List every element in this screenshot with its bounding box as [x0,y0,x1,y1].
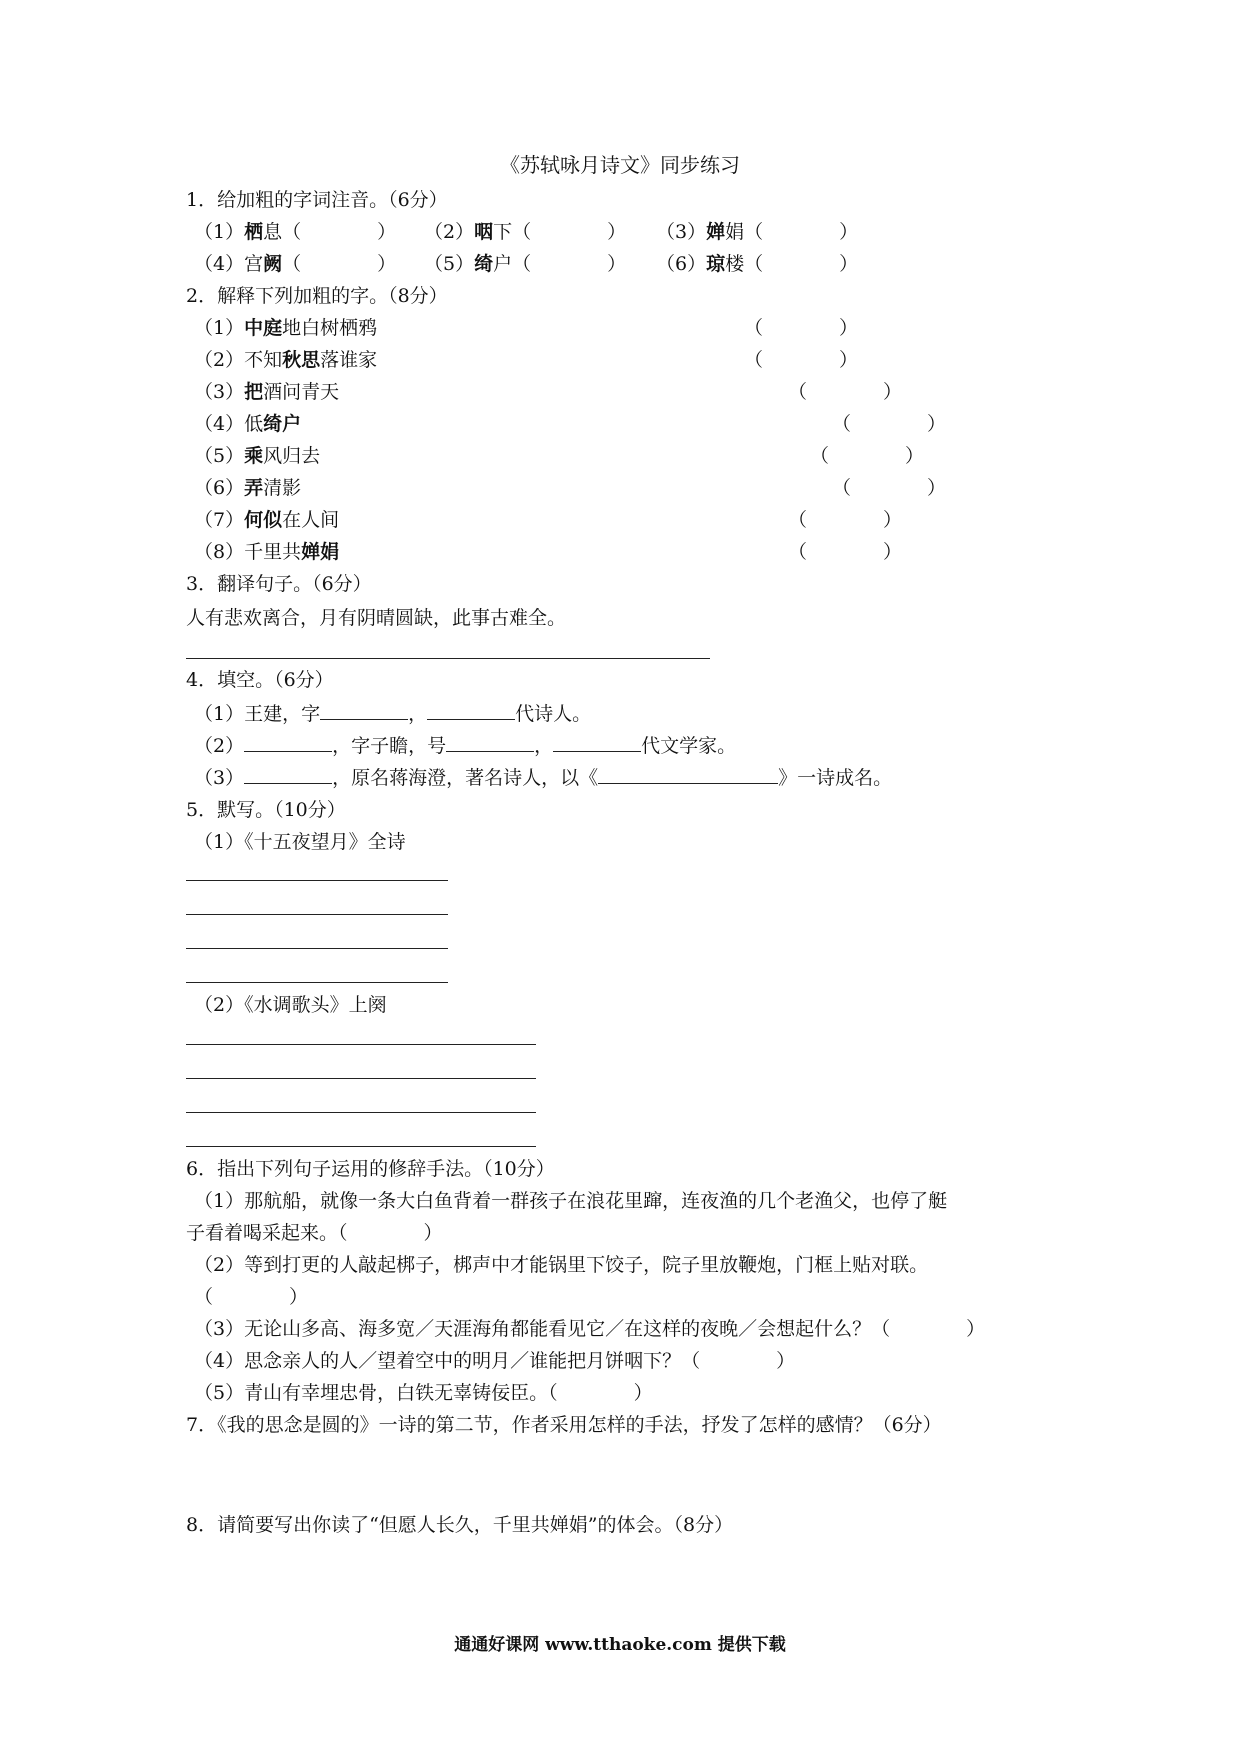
q2-item-3: （3）把酒问青天 [194,381,340,403]
q5-answer-line[interactable] [186,1112,536,1113]
q4-blank[interactable] [320,701,408,720]
q2-answer-5: （ ） [810,445,925,467]
q3-heading: 3．翻译句子。（6分） [186,573,372,595]
q5-heading: 5．默写。（10分） [186,799,346,821]
page-title: 《苏轼咏月诗文》同步练习 [500,153,740,177]
q6-sentence-1: （1）那航船，就像一条大白鱼背着一群孩子在浪花里蹿，连夜渔的几个老渔父，也停了艇 [194,1190,948,1212]
q2-answer-4: （ ） [832,413,947,435]
q1-heading: 1．给加粗的字词注音。（6分） [186,189,448,211]
q1-item-3: （3）婵娟（ ） [656,221,859,243]
q5-answer-line[interactable] [186,914,448,915]
footer-text: 通通好课网 www.tthaoke.com 提供下载 [454,1635,786,1655]
q2-answer-2: （ ） [744,349,859,371]
q4-blank[interactable] [446,733,534,752]
q2-item-4: （4）低绮户 [194,413,302,435]
q2-answer-3: （ ） [788,381,903,403]
q1-item-4: （4）宫阙（ ） [194,253,397,275]
q4-blank[interactable] [427,701,515,720]
q4-line-1: （1）王建，字 ， 代诗人。 [194,703,592,725]
q4-heading: 4．填空。（6分） [186,669,334,691]
q2-answer-8: （ ） [788,541,903,563]
q6-sentence-2-cont: （ ） [194,1286,309,1308]
q2-item-6: （6）弄清影 [194,477,302,499]
q1-item-6: （6）琼楼（ ） [656,253,859,275]
q4-line-2: （2） ，字子瞻，号 ， 代文学家。 [194,735,737,757]
q1-item-5: （5）绮户（ ） [424,253,627,275]
q2-answer-7: （ ） [788,509,903,531]
q5-answer-line[interactable] [186,880,448,881]
q4-blank[interactable] [598,765,778,784]
q2-item-5: （5）乘风归去 [194,445,321,467]
q3-answer-line[interactable] [186,658,710,659]
q2-item-1: （1）中庭地白树栖鸦 [194,317,378,339]
q6-sentence-2: （2）等到打更的人敲起梆子，梆声中才能锅里下饺子，院子里放鞭炮，门框上贴对联。 [194,1254,929,1276]
q6-sentence-1-cont: 子看着喝采起来。（ ） [186,1222,443,1244]
q8-heading: 8．请简要写出你读了“但愿人长久，千里共婵娟”的体会。（8分） [186,1514,734,1536]
q5-part-2: （2）《水调歌头》上阕 [194,994,387,1016]
q5-answer-line[interactable] [186,1044,536,1045]
q1-item-2: （2）咽下（ ） [424,221,627,243]
q4-blank[interactable] [553,733,641,752]
q5-answer-line[interactable] [186,1078,536,1079]
q2-answer-1: （ ） [744,317,859,339]
q4-blank[interactable] [244,765,332,784]
q5-part-1: （1）《十五夜望月》全诗 [194,831,406,853]
q6-sentence-4: （4）思念亲人的人／望着空中的明月／谁能把月饼咽下？（ ） [194,1350,796,1372]
q5-answer-line[interactable] [186,1146,536,1147]
q2-item-2: （2）不知秋思落谁家 [194,349,378,371]
q6-sentence-5: （5）青山有幸埋忠骨，白铁无辜铸佞臣。（ ） [194,1382,653,1404]
q4-line-3: （3） ，原名蒋海澄，著名诗人，以《 》一诗成名。 [194,767,893,789]
q6-heading: 6．指出下列句子运用的修辞手法。（10分） [186,1158,555,1180]
q3-sentence: 人有悲欢离合，月有阴晴圆缺，此事古难全。 [186,607,567,629]
q5-answer-line[interactable] [186,948,448,949]
q6-sentence-3: （3）无论山多高、海多宽／天涯海角都能看见它／在这样的夜晚／会想起什么？（ ） [194,1318,986,1340]
q4-blank[interactable] [244,733,332,752]
q5-answer-line[interactable] [186,982,448,983]
q2-item-7: （7）何似在人间 [194,509,340,531]
q1-item-1: （1）栖息（ ） [194,221,397,243]
q2-item-8: （8）千里共婵娟 [194,541,340,563]
q7-heading: 7．《我的思念是圆的》一诗的第二节，作者采用怎样的手法，抒发了怎样的感情？（6分） [186,1414,942,1436]
q2-heading: 2．解释下列加粗的字。（8分） [186,285,448,307]
q2-answer-6: （ ） [832,477,947,499]
